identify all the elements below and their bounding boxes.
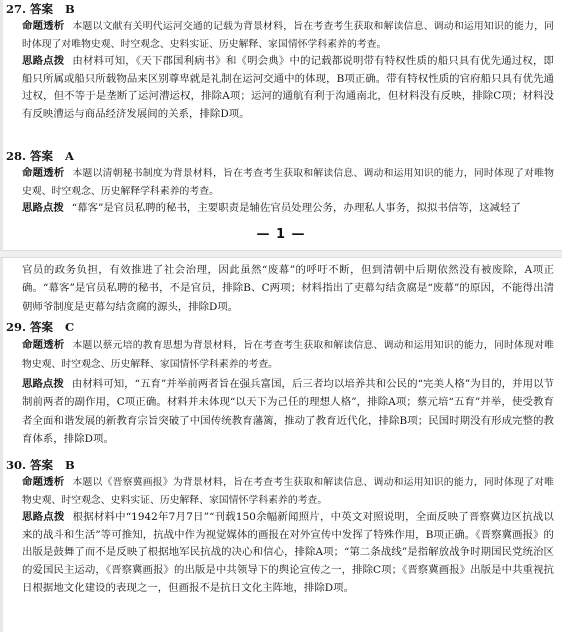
answer-label: 答案 bbox=[30, 320, 53, 334]
approach-label: 思路点拨 bbox=[22, 511, 65, 524]
answer-label: 答案 bbox=[30, 458, 53, 472]
approach-text: 由材料可知，《天下郡国利病书》和《明会典》中的记载都说明带有特权性质的船只具有优先通过权，即船只所属或船只所载物品来区别尊卑就是礼制在运河交通中的体现，B项正确。带有特权性质的官府船只具有优先通过权，但不等于是垄断了运河漕运权，排除A项；运河的通航有利于沟通南北，但材料没有反映，排除C项；材料没有反映漕运与商品经济发展间的关系，排除D项。 bbox=[22, 55, 554, 120]
analysis-label: 命题透析 bbox=[22, 167, 65, 179]
approach-paragraph bbox=[0, 375, 562, 449]
analysis-text: 本题以蔡元培的教育思想为背景材料，旨在考查考生获取和解读信息、调动和运用知识的能力，同时体现对唯物史观、时空观念、历史解释、家国情怀学科素养的考查。 bbox=[22, 340, 554, 371]
approach-label: 思路点拨 bbox=[22, 202, 64, 215]
approach-text-continued: 官员的政务负担，有效推进了社会治理，因此虽然“废幕”的呼吁不断，但到清朝中后期依然没有被废除，A项正确。“幕客”是官员私聘的秘书，不是官员，排除B、C两项；材料指出了吏幕勾结贪腐是“废幕”的原因，不能得出清朝师爷制度是吏幕勾结贪腐的源头，排除D项。 bbox=[22, 264, 554, 313]
answer-value: B bbox=[65, 458, 75, 472]
approach-text: 根据材料中“1942年7月7日”“刊载150余幅新闻照片，中英文对照说明，全面反映了晋察冀边区抗战以来的战斗和生活”等可推知，抗战中作为视觉媒体的画报在对外宣传中发挥了特殊作用，B项正确。《晋察冀画报》的出版是鼓舞了而不是反映了根据地军民抗战的决心和信心，排除A项；“第二条战线”是指解放战争时期国民党统治区的爱国民主运动，《晋察冀画报》的出版是中共领导下的舆论宣传之一，排除C项；《晋察冀画报》出版是中共重视抗日根据地文化建设的表现之一，但画报不是抗日文化主阵地，排除D项。 bbox=[22, 511, 554, 594]
question-number: 30. bbox=[6, 458, 27, 472]
answer-value: A bbox=[65, 149, 74, 163]
question-28-continued bbox=[0, 261, 562, 316]
question-30 bbox=[0, 457, 562, 597]
answer-label: 答案 bbox=[30, 149, 53, 163]
answer-label: 答案 bbox=[30, 2, 53, 16]
analysis-label: 命题透析 bbox=[22, 20, 65, 32]
page-number: — 1 — bbox=[256, 227, 306, 242]
approach-label: 思路点拨 bbox=[22, 55, 65, 68]
analysis-paragraph bbox=[0, 474, 562, 509]
page-divider bbox=[0, 250, 562, 258]
analysis-paragraph bbox=[0, 336, 562, 375]
answer-line bbox=[0, 457, 562, 474]
analysis-text: 本题以清朝秘书制度为背景材料，旨在考查考生获取和解读信息、调动和运用知识的能力，同时体现了对唯物史观、时空观念、历史解释学科素养的考查。 bbox=[22, 168, 554, 197]
question-27 bbox=[0, 1, 562, 124]
analysis-label: 命题透析 bbox=[22, 339, 65, 351]
analysis-paragraph bbox=[0, 165, 562, 200]
question-29 bbox=[0, 319, 562, 448]
answer-value: B bbox=[65, 2, 75, 16]
answer-line bbox=[0, 319, 562, 336]
answer-line bbox=[0, 148, 562, 165]
approach-label: 思路点拨 bbox=[22, 377, 64, 390]
question-number: 29. bbox=[6, 320, 27, 334]
analysis-text: 本题以文献有关明代运河交通的记载为背景材料，旨在考查考生获取和解读信息、调动和运用知识的能力，同时体现了对唯物史观、时空观念、史料实证、历史解释、家国情怀学科素养的考查。 bbox=[22, 21, 554, 50]
approach-paragraph bbox=[0, 509, 562, 597]
question-28 bbox=[0, 148, 562, 218]
answer-value: C bbox=[65, 320, 75, 334]
question-number: 27. bbox=[6, 2, 27, 16]
approach-text: “幕客”是官员私聘的秘书，主要职责是辅佐官员处理公务，办理私人事务，拟拟书信等，这减轻了 bbox=[71, 202, 521, 215]
approach-paragraph bbox=[0, 53, 562, 123]
analysis-label: 命题透析 bbox=[22, 476, 65, 488]
answer-line bbox=[0, 1, 562, 18]
approach-text: 由材料可知，“五育”并举前两者旨在强兵富国，后三者均以培养共和公民的“完美人格”为目的，并用以节制前两者的副作用，C项正确。材料并未体现“以天下为己任的理想人格”，排除A项；蔡元培“五育”并举，使受教育者全面和谐发展的新教育宗旨突破了中国传统教育藩篱，推动了教育近代化，排除B项；民国时期没有形成完整的教育体系，排除D项。 bbox=[22, 377, 554, 446]
analysis-text: 本题以《晋察冀画报》为背景材料，旨在考查考生获取和解读信息、调动和运用知识的能力，同时体现了对唯物史观、时空观念、史料实证、历史解释、家国情怀学科素养的考查。 bbox=[22, 477, 554, 506]
analysis-paragraph bbox=[0, 18, 562, 53]
approach-paragraph bbox=[0, 200, 562, 218]
question-number: 28. bbox=[6, 149, 27, 163]
